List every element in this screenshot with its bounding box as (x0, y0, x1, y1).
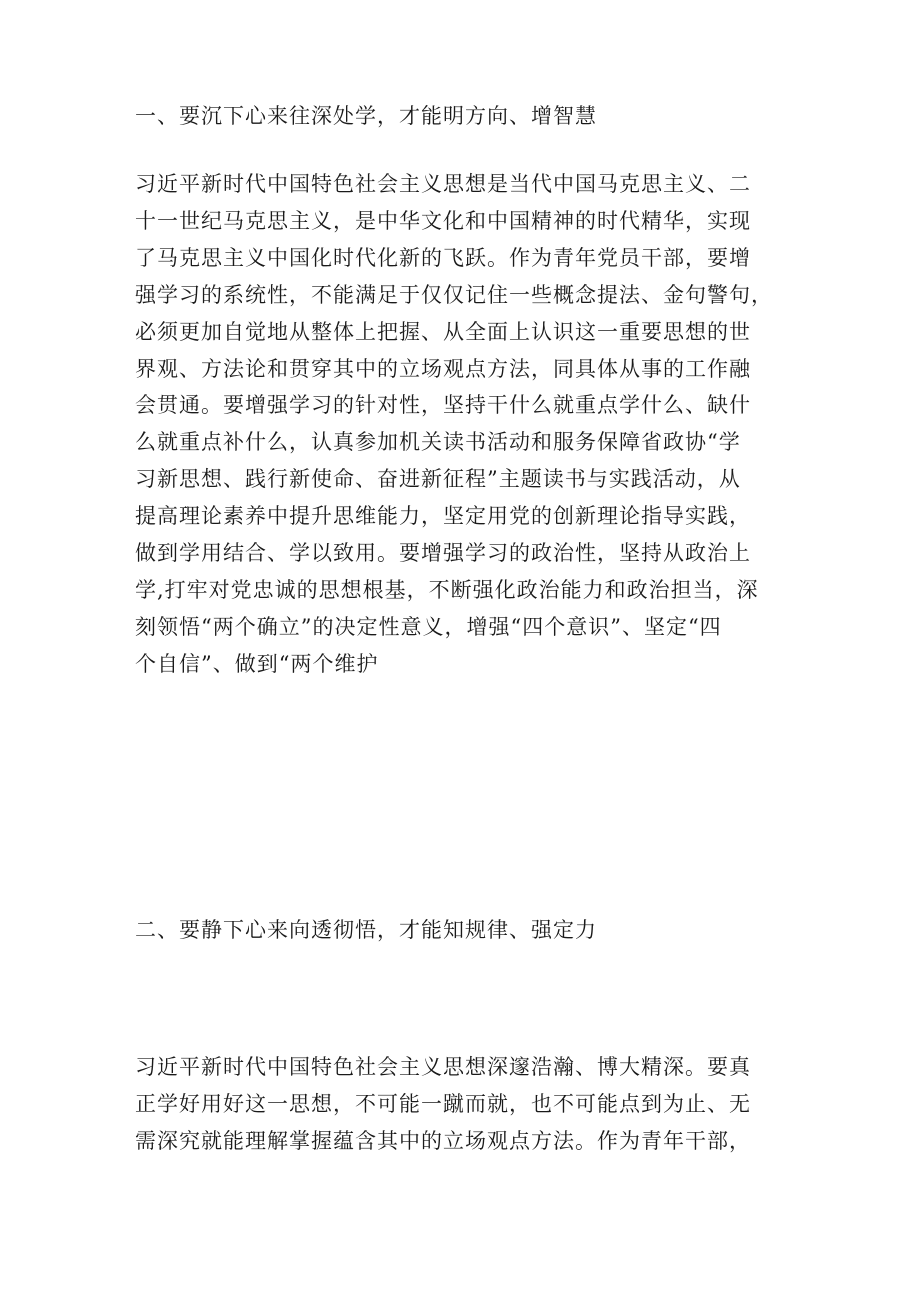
paragraph-line: 学,打牢对党忠诚的思想根基，不断强化政治能力和政治担当，深 (135, 577, 759, 602)
paragraph-line: 么就重点补什么，认真参加机关读书活动和服务保障省政协“学 (135, 430, 741, 455)
section-1-heading: 一、要沉下心来往深处学，才能明方向、增智慧 (135, 104, 597, 128)
section-2-paragraph (135, 1049, 805, 1160)
paragraph-line: 必须更加自觉地从整体上把握、从全面上认识这一重要思想的世 (135, 319, 751, 344)
paragraph-line: 界观、方法论和贯穿其中的立场观点方法，同具体从事的工作融 (135, 356, 751, 381)
paragraph-line: 习近平新时代中国特色社会主义思想深邃浩瀚、博大精深。要真 (135, 1055, 751, 1079)
paragraph-line: 个自信”、做到“两个维护 (135, 651, 379, 676)
paragraph-line: 正学好用好这一思想，不可能一蹴而就，也不可能点到为止、无 (135, 1091, 751, 1116)
paragraph-line: 强学习的系统性，不能满足于仅仅记住一些概念提法、金句警句， (135, 282, 773, 307)
paragraph-line: 刻领悟“两个确立”的决定性意义，增强“四个意识”、坚定“四 (135, 614, 722, 639)
paragraph-line: 习近平新时代中国特色社会主义思想是当代中国马克思主义、二 (135, 172, 751, 196)
paragraph-line: 需深究就能理解掌握蕴含其中的立场观点方法。作为青年干部， (135, 1128, 751, 1153)
paragraph-line: 十一世纪马克思主义，是中华文化和中国精神的时代精华，实现 (135, 208, 751, 233)
paragraph-line: 习新思想、践行新使命、奋进新征程”主题读书与实践活动，从 (135, 467, 741, 492)
section-2-heading: 二、要静下心来向透彻悟，才能知规律、强定力 (135, 918, 597, 942)
paragraph-line: 会贯通。要增强学习的针对性，坚持干什么就重点学什么、缺什 (135, 393, 751, 418)
paragraph-line: 做到学用结合、学以致用。要增强学习的政治性，坚持从政治上 (135, 541, 751, 566)
paragraph-line: 提高理论素养中提升思维能力，坚定用党的创新理论指导实践， (135, 504, 751, 529)
paragraph-line: 了马克思主义中国化时代化新的飞跃。作为青年党员干部，要增 (135, 245, 751, 270)
section-1-paragraph (135, 166, 805, 683)
